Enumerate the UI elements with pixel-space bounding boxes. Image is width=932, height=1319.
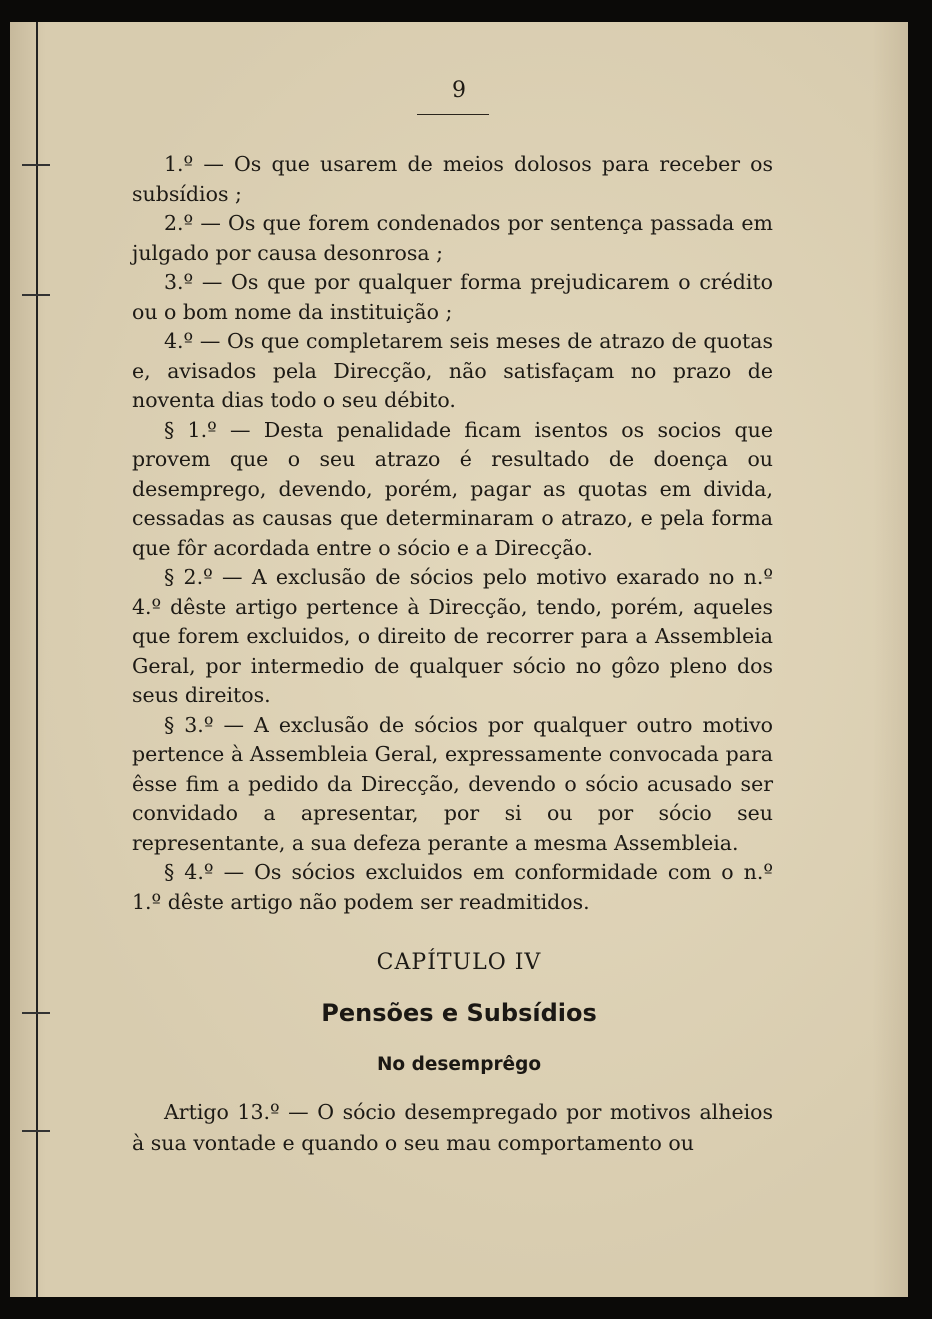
binding-mark: [22, 164, 50, 166]
paragraph-section: § 1.º — Desta penalidade ficam isentos os socios que provem que o seu atrazo é resultado de doença ou desemprego, devendo, porém, pagar as quotas em divida, cessadas as causas que determinaram o atrazo, e pela forma que fôr acordada entre o sócio e a Direcção.: [132, 417, 773, 560]
article-text: [132, 1097, 773, 1159]
binding-mark: [22, 294, 50, 296]
section-title: Pensões e Subsídios: [321, 999, 597, 1027]
binding-mark: [22, 1130, 50, 1132]
article-paragraph: Artigo 13.º — O sócio desempregado por motivos alheios à sua vontade e quando o seu mau comportamento ou: [132, 1100, 773, 1155]
paragraph-section: § 3.º — A exclusão de sócios por qualquer outro motivo pertence à Assembleia Geral, expressamente convocada para êsse fim a pedido da Direcção, devendo o sócio acusado ser convidado a apresentar, por si ou por sócio seu representante, a sua defeza perante a mesma Assembleia.: [132, 712, 773, 855]
binding-edge: [36, 22, 38, 1297]
list-item: 3.º — Os que por qualquer forma prejudicarem o crédito ou o bom nome da instituição ;: [132, 270, 773, 324]
paragraph-section: § 4.º — Os sócios excluidos em conformidade com o n.º 1.º dêste artigo não podem ser readmitidos.: [132, 860, 773, 914]
subsection-title: No desemprêgo: [376, 1054, 542, 1075]
chapter-heading: CAPÍTULO IV: [376, 950, 542, 975]
book-page: [10, 22, 908, 1297]
list-item: 4.º — Os que completarem seis meses de atrazo de quotas e, avisados pela Direcção, não satisfaçam no prazo de noventa dias todo o seu débito.: [132, 329, 773, 412]
list-item: 1.º — Os que usarem de meios dolosos para receber os subsídios ;: [132, 152, 773, 206]
page-number-rule: [417, 114, 489, 115]
body-text: [132, 150, 773, 917]
paragraph-section: § 2.º — A exclusão de sócios pelo motivo exarado no n.º 4.º dêste artigo pertence à Direcção, tendo, porém, aqueles que forem excluidos, o direito de recorrer para a Assembleia Geral, por intermedio de qualquer sócio no gôzo pleno dos seus direitos.: [132, 565, 773, 707]
page-number: 9: [452, 78, 466, 103]
list-item: 2.º — Os que forem condenados por sentença passada em julgado por causa desonrosa ;: [132, 211, 773, 265]
